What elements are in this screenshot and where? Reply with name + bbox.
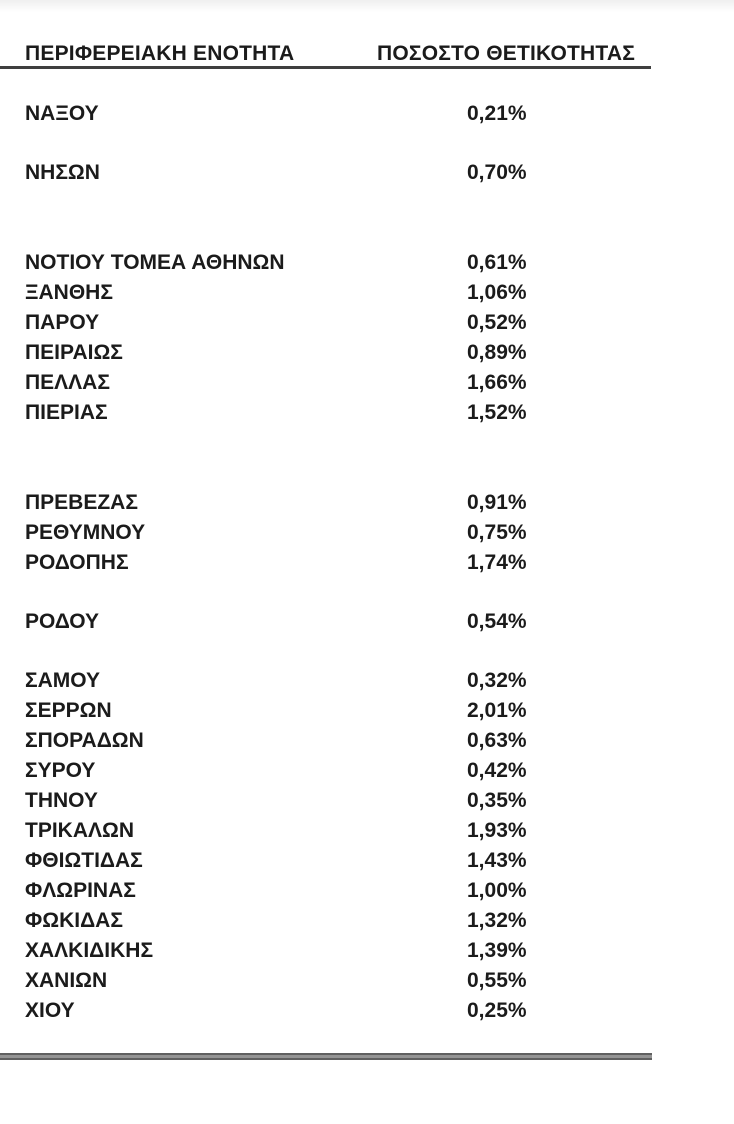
positivity-value-cell: 1,06% [467,281,527,304]
region-name-cell: ΣΑΜΟΥ [25,669,101,692]
table-row [0,666,734,696]
table-row [0,846,734,876]
positivity-value-cell: 1,00% [467,879,527,902]
region-name-cell: ΝΟΤΙΟΥ ΤΟΜΕΑ ΑΘΗΝΩΝ [25,251,285,274]
table-row [0,936,734,966]
table-row [0,696,734,726]
positivity-value-cell: 1,93% [467,819,527,842]
region-name-cell: ΦΛΩΡΙΝΑΣ [25,879,136,902]
region-name-cell: ΡΟΔΟΥ [25,610,100,633]
table-row [0,308,734,338]
region-name-cell: ΤΡΙΚΑΛΩΝ [25,819,135,842]
region-name-cell: ΠΑΡΟΥ [25,311,100,334]
table-row [0,816,734,846]
region-name-cell: ΦΘΙΩΤΙΔΑΣ [25,849,143,872]
positivity-value-cell: 1,39% [467,939,527,962]
positivity-value-cell: 0,25% [467,999,527,1022]
table-row [0,398,734,428]
table-row [0,548,734,578]
region-name-cell: ΣΥΡΟΥ [25,759,96,782]
region-name-cell: ΧΑΝΙΩΝ [25,969,108,992]
table-row [0,368,734,398]
table-row [0,756,734,786]
table-body [0,99,734,1026]
table-row [0,726,734,756]
table-row [0,488,734,518]
column-header-positivity: ΠΟΣΟΣΤΟ ΘΕΤΙΚΟΤΗΤΑΣ [377,42,636,65]
region-name-cell: ΠΙΕΡΙΑΣ [25,401,108,424]
region-name-cell: ΧΑΛΚΙΔΙΚΗΣ [25,939,154,962]
region-name-cell: ΦΩΚΙΔΑΣ [25,909,123,932]
region-name-cell: ΧΙΟΥ [25,999,75,1022]
table-row [0,99,734,129]
table-header-row [0,0,734,66]
region-name-cell: ΠΕΛΛΑΣ [25,371,110,394]
header-divider [0,66,651,69]
region-name-cell: ΠΡΕΒΕΖΑΣ [25,491,138,514]
table-row [0,248,734,278]
positivity-value-cell: 0,63% [467,729,527,752]
positivity-value-cell: 1,52% [467,401,527,424]
region-name-cell: ΠΕΙΡΑΙΩΣ [25,341,123,364]
table-row [0,518,734,548]
positivity-value-cell: 1,32% [467,909,527,932]
positivity-value-cell: 0,61% [467,251,527,274]
region-name-cell: ΝΑΞΟΥ [25,102,99,125]
region-name-cell: ΡΕΘΥΜΝΟΥ [25,521,146,544]
region-name-cell: ΡΟΔΟΠΗΣ [25,551,129,574]
region-name-cell: ΣΠΟΡΑΔΩΝ [25,729,144,752]
table-row [0,966,734,996]
table-row [0,876,734,906]
positivity-value-cell: 0,55% [467,969,527,992]
positivity-value-cell: 0,42% [467,759,527,782]
table-row [0,158,734,188]
positivity-value-cell: 0,54% [467,610,527,633]
positivity-value-cell: 0,35% [467,789,527,812]
positivity-value-cell: 0,21% [467,102,527,125]
positivity-value-cell: 1,43% [467,849,527,872]
table-row [0,996,734,1026]
positivity-value-cell: 0,91% [467,491,527,514]
positivity-value-cell: 1,66% [467,371,527,394]
positivity-value-cell: 0,52% [467,311,527,334]
table-row [0,338,734,368]
table-row [0,786,734,816]
table-row [0,278,734,308]
positivity-value-cell: 2,01% [467,699,527,722]
positivity-value-cell: 0,32% [467,669,527,692]
table-row [0,607,734,637]
region-name-cell: ΤΗΝΟΥ [25,789,98,812]
region-name-cell: ΝΗΣΩΝ [25,161,100,184]
positivity-value-cell: 0,70% [467,161,527,184]
table-row [0,906,734,936]
positivity-value-cell: 0,89% [467,341,527,364]
positivity-value-cell: 0,75% [467,521,527,544]
bottom-divider [0,1053,652,1060]
region-name-cell: ΣΕΡΡΩΝ [25,699,112,722]
positivity-value-cell: 1,74% [467,551,527,574]
region-name-cell: ΞΑΝΘΗΣ [25,281,113,304]
column-header-region: ΠΕΡΙΦΕΡΕΙΑΚΗ ΕΝΟΤΗΤΑ [25,42,295,65]
